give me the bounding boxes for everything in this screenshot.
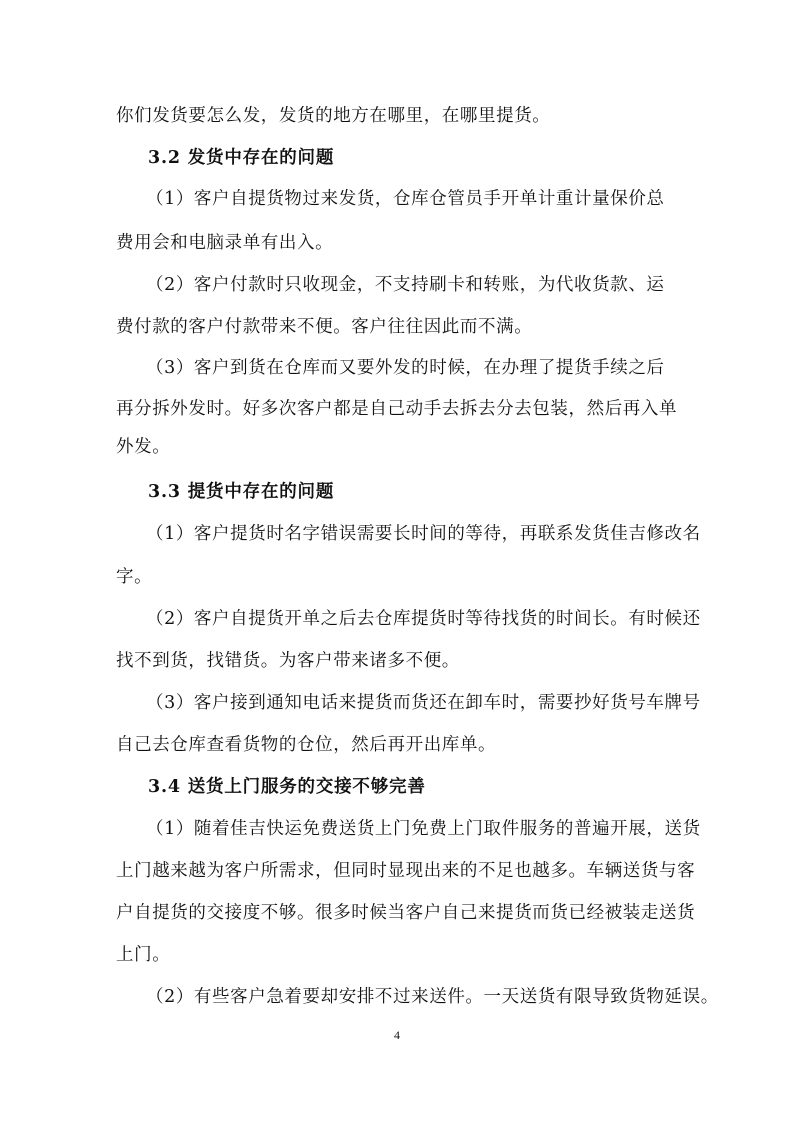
paragraph-line: 自己去仓库查看货物的仓位，然后再开出库单。 xyxy=(116,735,497,755)
section-heading-3-4: 3.4 送货上门服务的交接不够完善 xyxy=(148,777,426,797)
paragraph-line: 你们发货要怎么发，发货的地方在哪里，在哪里提货。 xyxy=(116,106,551,126)
paragraph-line: （2）有些客户急着要却安排不过来送件。一天送货有限导致货物延误。 xyxy=(146,987,719,1007)
page-number: 4 xyxy=(394,1028,400,1042)
paragraph-line: 户自提货的交接度不够。很多时候当客户自己来提货而货已经被装走送货 xyxy=(116,903,696,923)
paragraph-line: （1）客户自提货物过来发货，仓库仓管员手开单计重计量保价总 xyxy=(146,189,665,209)
paragraph-line: 再分拆外发时。好多次客户都是自己动手去拆去分去包装，然后再入单 xyxy=(116,399,678,419)
paragraph-line: （2）客户付款时只收现金，不支持刷卡和转账，为代收货款、运 xyxy=(146,275,665,295)
section-heading-3-3: 3.3 提货中存在的问题 xyxy=(148,482,335,502)
paragraph-line: 外发。 xyxy=(116,437,171,457)
paragraph-line: 费用会和电脑录单有出入。 xyxy=(116,233,334,253)
paragraph-line: 费付款的客户付款带来不便。客户往往因此而不满。 xyxy=(116,317,533,337)
paragraph-line: （3）客户接到通知电话来提货而货还在卸车时，需要抄好货号车牌号 xyxy=(146,693,701,713)
paragraph-line: 字。 xyxy=(116,567,153,587)
paragraph-line: 上门越来越为客户所需求，但同时显现出来的不足也越多。车辆送货与客 xyxy=(116,861,696,881)
paragraph-line: （2）客户自提货开单之后去仓库提货时等待找货的时间长。有时候还 xyxy=(146,609,701,629)
paragraph-line: （1）随着佳吉快运免费送货上门免费上门取件服务的普遍开展，送货 xyxy=(146,819,701,839)
paragraph-line: （3）客户到货在仓库而又要外发的时候，在办理了提货手续之后 xyxy=(146,358,665,378)
paragraph-line: 上门。 xyxy=(116,945,171,965)
paragraph-line: 找不到货，找错货。为客户带来诸多不便。 xyxy=(116,651,460,671)
paragraph-line: （1）客户提货时名字错误需要长时间的等待，再联系发货佳吉修改名 xyxy=(146,524,701,544)
section-heading-3-2: 3.2 发货中存在的问题 xyxy=(148,148,335,168)
